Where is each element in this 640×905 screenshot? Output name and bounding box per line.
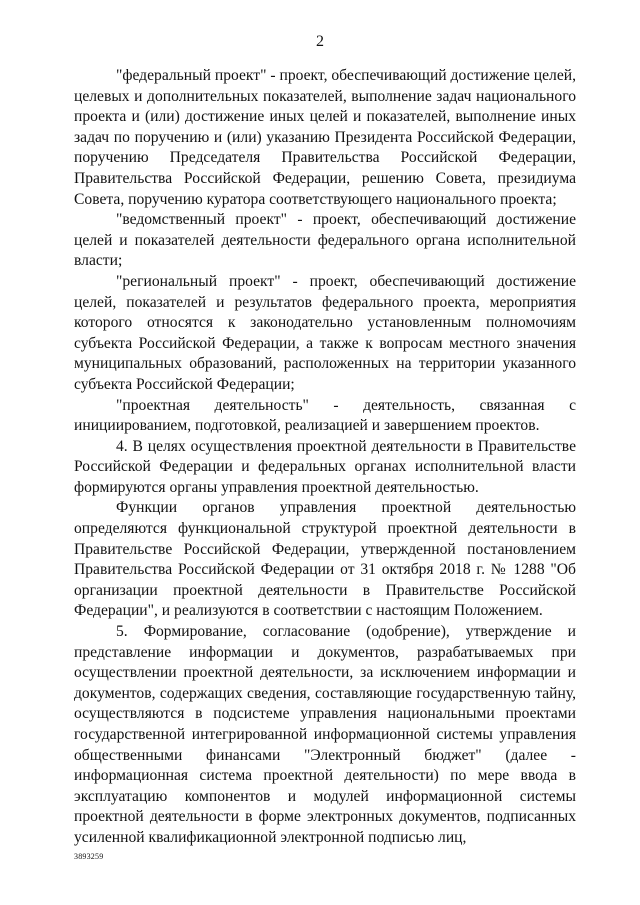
- paragraph-clause-5: 5. Формирование, согласование (одобрение), утверждение и представление информации и документов, разрабатываемых при осуществлении проектной деятельности, за исключением информации и документов, содержащих сведения, составляющие государственную тайну, осуществляются в подсистеме управления национальными проектами государственной интегрированной информационной системы управления общественными финансами "Электронный бюджет" (далее - информационная система проектной деятельности) по мере ввода в эксплуатацию компонентов и модулей информационной системы проектной деятельности в форме электронных документов, подписанных усиленной квалификационной электронной подписью лиц,: [74, 623, 576, 846]
- paragraph-departmental-project-definition: "ведомственный проект" - проект, обеспечивающий достижение целей и показателей деятельности федерального органа исполнительной власти;: [74, 211, 576, 270]
- paragraph-regional-project-definition: "региональный проект" - проект, обеспечивающий достижение целей, показателей и результатов федерального проекта, мероприятия которого относятся к законодательно установленным полномочиям субъекта Российской Федерации, а также к вопросам местного значения муниципальных образований, расположенных на территории указанного субъекта Российской Федерации;: [74, 272, 576, 393]
- paragraph-functions-of-bodies: Функции органов управления проектной деятельностью определяются функциональной структурой проектной деятельности в Правительстве Российской Федерации, утвержденной постановлением Правительства Российской Федерации от 31 октября 2018 г. № 1288 "Об организации проектной деятельности в Правительстве Российской Федерации", и реализуются в соответствии с настоящим Положением.: [74, 499, 576, 620]
- page-number: 2: [316, 33, 324, 50]
- paragraph-federal-project-definition: "федеральный проект" - проект, обеспечивающий достижение целей, целевых и дополнительных показателей, выполнение задач национального проекта и (или) достижение иных целей и показателей, выполнение иных задач по поручению и (или) указанию Президента Российской Федерации, поручению Председателя Правительства Российской Федерации, Правительства Российской Федерации, решению Совета, президиума Совета, поручению куратора соответствующего национального проекта;: [74, 67, 576, 208]
- document-code: 3893259: [74, 852, 104, 861]
- document-body: [74, 66, 576, 849]
- paragraph-clause-4: 4. В целях осуществления проектной деятельности в Правительстве Российской Федерации и федеральных органах исполнительной власти формируются органы управления проектной деятельностью.: [74, 437, 576, 496]
- paragraph-project-activity-definition: "проектная деятельность" - деятельность, связанная с инициированием, подготовкой, реализацией и завершением проектов.: [74, 396, 576, 435]
